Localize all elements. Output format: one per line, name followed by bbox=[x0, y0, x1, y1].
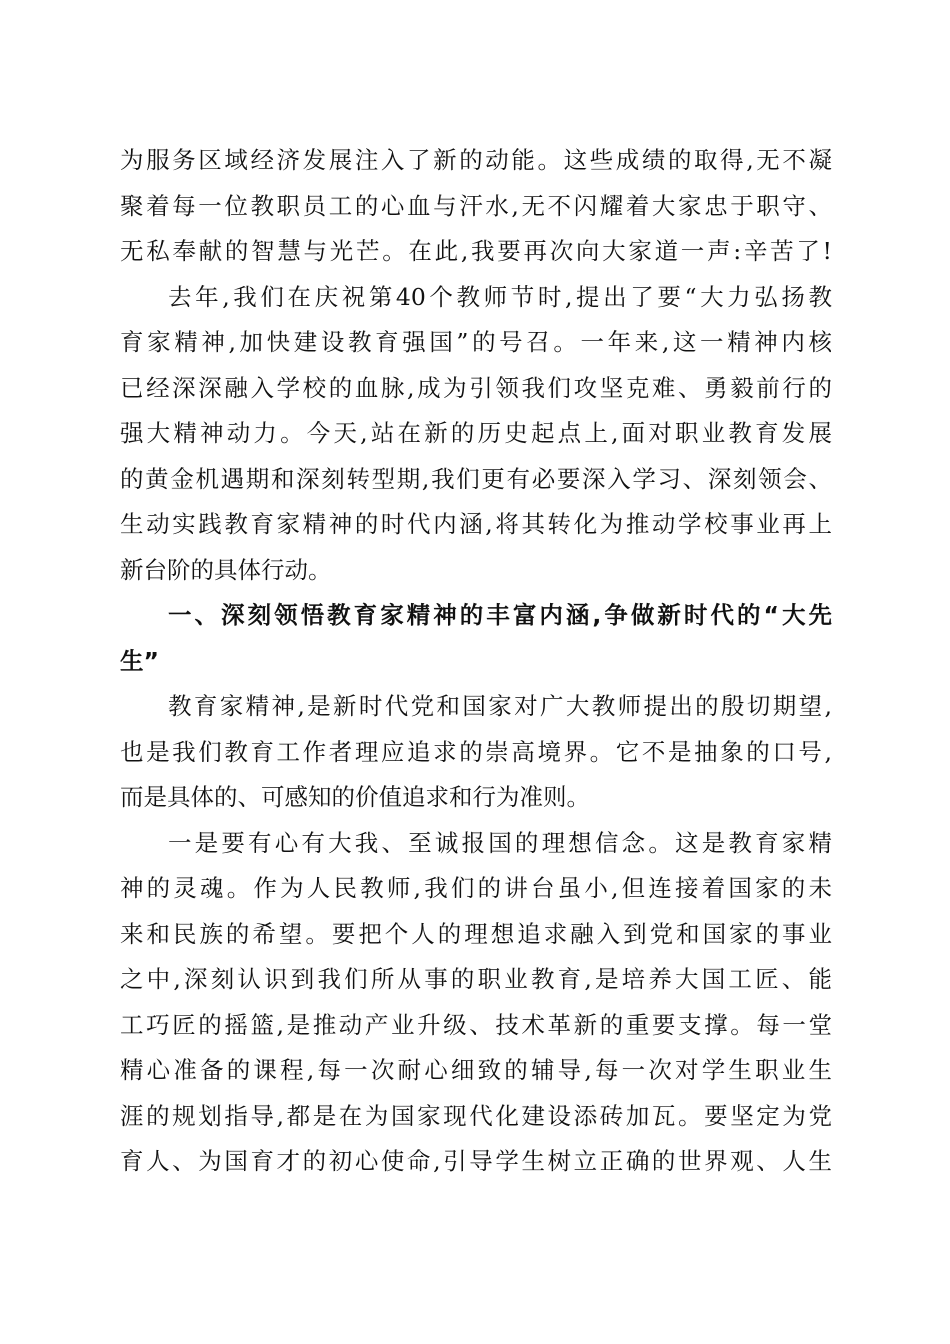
paragraph-2-line-2: 育家精神,加快建设教育强国”的号召。一年来,这一精神内核 bbox=[120, 328, 832, 356]
paragraph-4-line-6: 精心准备的课程,每一次耐心细致的辅导,每一次对学生职业生 bbox=[120, 1056, 832, 1084]
paragraph-2-line-5: 的黄金机遇期和深刻转型期,我们更有必要深入学习、深刻领会、 bbox=[120, 464, 832, 493]
paragraph-4-line-3: 来和民族的希望。要把个人的理想追求融入到党和国家的事业 bbox=[120, 919, 832, 948]
paragraph-4-line-4: 之中,深刻认识到我们所从事的职业教育,是培养大国工匠、能 bbox=[120, 965, 832, 993]
paragraph-1-line-2: 聚着每一位教职员工的心血与汗水,无不闪耀着大家忠于职守、 bbox=[120, 191, 832, 220]
paragraph-2-line-3: 已经深深融入学校的血脉,成为引领我们攻坚克难、勇毅前行的 bbox=[120, 373, 832, 402]
paragraph-3-line-3: 而是具体的、可感知的价值追求和行为准则。 bbox=[120, 783, 590, 811]
document-body bbox=[120, 138, 832, 1185]
paragraph-4-line-2: 神的灵魂。作为人民教师,我们的讲台虽小,但连接着国家的未 bbox=[120, 874, 832, 902]
paragraph-4-line-7: 涯的规划指导,都是在为国家现代化建设添砖加瓦。要坚定为党 bbox=[120, 1101, 832, 1130]
paragraph-2-line-1: 去年,我们在庆祝第40个教师节时,提出了要“大力弘扬教 bbox=[168, 282, 832, 311]
section-heading-line-2: 生” bbox=[120, 646, 159, 675]
paragraph-3-line-1: 教育家精神,是新时代党和国家对广大教师提出的殷切期望, bbox=[168, 692, 832, 720]
paragraph-4-line-5: 工巧匠的摇篮,是推动产业升级、技术革新的重要支撑。每一堂 bbox=[120, 1010, 832, 1039]
paragraph-3-line-2: 也是我们教育工作者理应追求的崇高境界。它不是抽象的口号, bbox=[120, 737, 832, 766]
paragraph-1-line-1: 为服务区域经济发展注入了新的动能。这些成绩的取得,无不凝 bbox=[120, 146, 832, 174]
paragraph-2-line-6: 生动实践教育家精神的时代内涵,将其转化为推动学校事业再上 bbox=[120, 510, 832, 538]
paragraph-2-line-4: 强大精神动力。今天,站在新的历史起点上,面对职业教育发展 bbox=[120, 419, 832, 447]
paragraph-2-line-7: 新台阶的具体行动。 bbox=[120, 555, 332, 584]
paragraph-1-line-3: 无私奉献的智慧与光芒。在此,我要再次向大家道一声:辛苦了! bbox=[120, 237, 832, 265]
section-heading-line-1: 一、深刻领悟教育家精神的丰富内涵,争做新时代的“大先 bbox=[168, 601, 832, 629]
paragraph-4-line-1: 一是要有心有大我、至诚报国的理想信念。这是教育家精 bbox=[168, 828, 832, 857]
paragraph-4-line-8: 育人、为国育才的初心使命,引导学生树立正确的世界观、人生 bbox=[120, 1147, 832, 1175]
